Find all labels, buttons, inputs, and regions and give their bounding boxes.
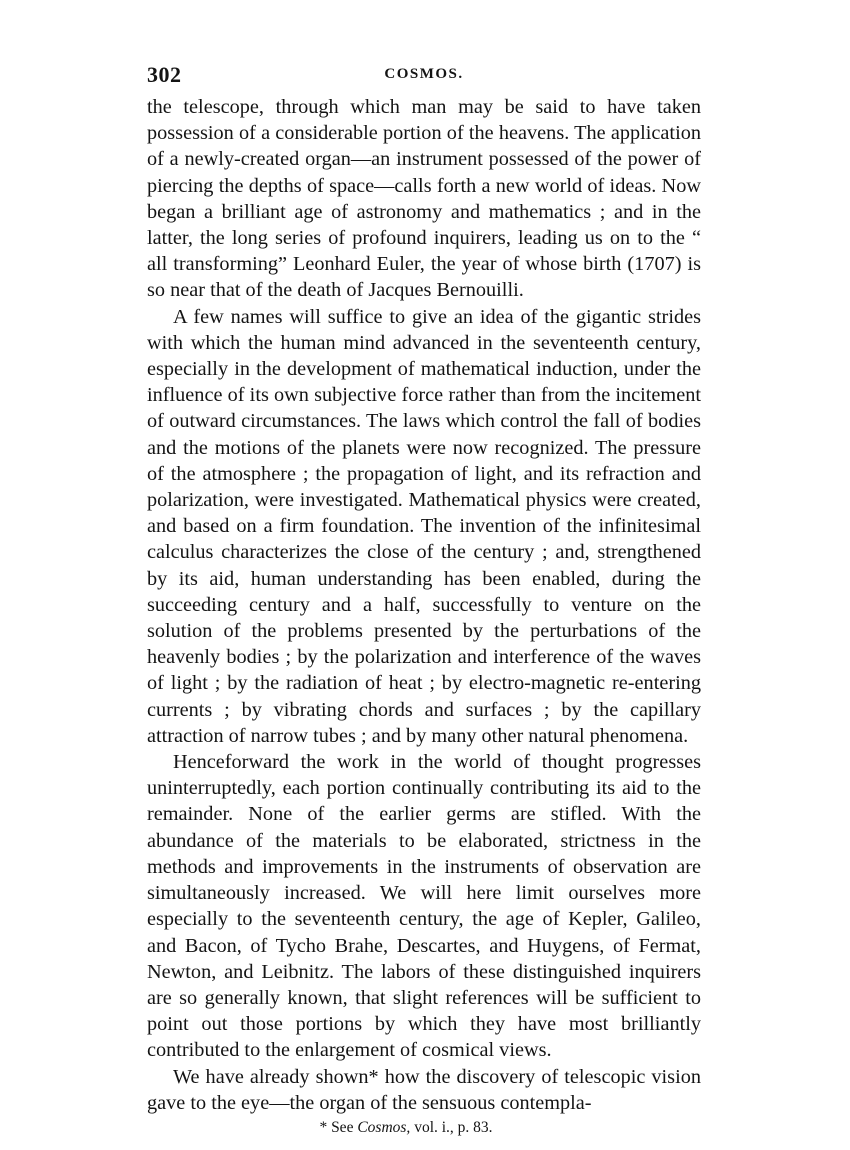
- book-page: [147, 62, 701, 1138]
- body-text: [147, 94, 701, 1116]
- footnote-prefix: See: [331, 1118, 358, 1136]
- paragraph: A few names will suffice to give an idea of the gigantic strides with which the human mind advanced in the seventeenth century, especially in the development of mathematical induction, under the influence of its own subjective force rather than from the incitement of outward circumstances. The laws which control the fall of bodies and the motions of the planets were now recognized. The pressure of the atmosphere ; the propagation of light, and its refraction and polarization, were investigated. Mathematical physics were created, and based on a firm foundation. The invention of the infinitesimal calculus characterizes the close of the century ; and, strengthened by its aid, human understanding has been enabled, during the succeeding century and a half, successfully to venture on the solution of the problems presented by the perturbations of the heavenly bodies ; by the polarization and interference of the waves of light ; by the radiation of heat ; by electro-magnetic re-entering currents ; by vibrating chords and surfaces ; by the capillary attraction of narrow tubes ; and by many other natural phenomena.: [147, 305, 701, 747]
- footnote-reference: vol. i., p. 83.: [410, 1118, 493, 1136]
- footnote: [147, 1118, 701, 1138]
- running-head: COSMOS.: [384, 66, 464, 82]
- footnote-title: Cosmos,: [357, 1118, 411, 1136]
- paragraph: Henceforward the work in the world of thought progresses uninterruptedly, each portion continually contributing its aid to the remainder. None of the earlier germs are stifled. With the abundance of the materials to be elaborated, strictness in the methods and improvements in the instruments of observation are simultaneously increased. We will here limit ourselves more especially to the seventeenth century, the age of Kepler, Galileo, and Bacon, of Tycho Brahe, Descartes, and Huygens, of Fermat, Newton, and Leibnitz. The labors of these distinguished inquirers are so generally known, that slight references will be sufficient to point out those portions by which they have most brilliantly contributed to the enlargement of cosmical views.: [147, 751, 701, 1062]
- paragraph: We have already shown* how the discovery of telescopic vision gave to the eye—the organ of the sensuous contempla-: [147, 1065, 701, 1114]
- paragraph: the telescope, through which man may be said to have taken possession of a considerable portion of the heavens. The application of a newly-created organ—an instrument possessed of the power of piercing the depths of space—calls forth a new world of ideas. Now began a brilliant age of astronomy and mathematics ; and in the latter, the long series of profound inquirers, leading us on to the “ all transforming” Leonhard Euler, the year of whose birth (1707) is so near that of the death of Jacques Bernouilli.: [147, 96, 701, 302]
- footnote-marker: *: [319, 1118, 328, 1136]
- page-header: [147, 62, 701, 90]
- page-number: 302: [147, 62, 182, 87]
